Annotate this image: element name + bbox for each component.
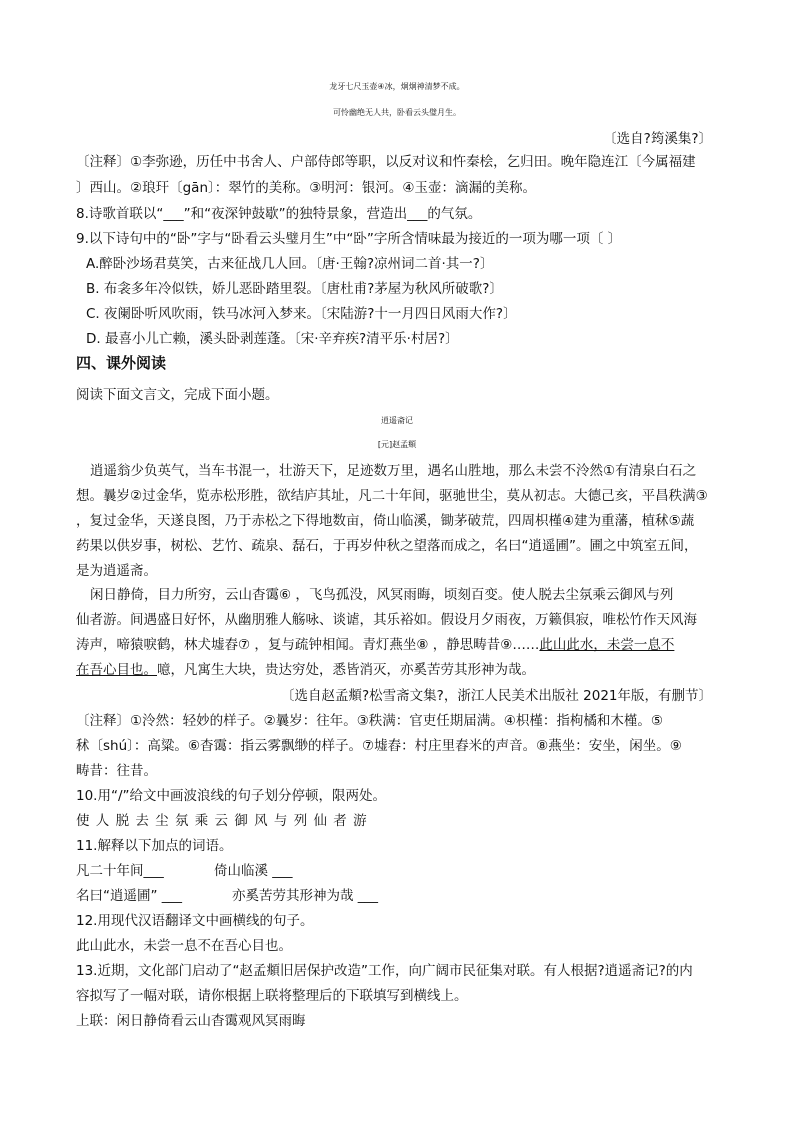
question-9-option-d: D. 最喜小儿亡赖，溪头卧剥莲蓬。〔宋·辛弃疾?清平乐·村居?〕 (86, 331, 459, 347)
passage-notes-line-2: 秫〔shú〕：高粱。⑥杳霭：指云雾飘缈的样子。⑦墟舂：村庄里舂米的声音。⑧燕坐：安坐，闲坐。⑨ (76, 738, 682, 754)
question-9-stem: 9.以下诗句中的“卧”字与“卧看云头璧月生”中“卧”字所含情味最为接近的一项为哪一项〔 〕 (76, 231, 622, 247)
passage-p2-line-4 (76, 661, 535, 679)
passage-p2-line-3 (76, 636, 674, 654)
passage-p2-line-3-text: 涛声，啼猿唳鹤，林犬墟舂⑦ ，复与疏钟相闻。青灯燕坐⑧ ，静思畴昔⑨…… (76, 637, 540, 653)
passage-p1-line-2: 想。曩岁②过金华，览赤松形胜，欲结庐其址，凡二十年间，驱驰世尘，莫从初志。大德己亥，平昌秩满③ (76, 488, 708, 504)
question-11-item-4: 亦奚苦劳其形神为哉 ___ (232, 888, 379, 904)
question-9-option-a: A.醉卧沙场君莫笑，古来征战几人回。〔唐·王翰?凉州词二首·其一?〕 (86, 256, 494, 272)
question-11-item-2: 倚山临溪 ___ (214, 863, 293, 879)
passage-title: 逍遥斋记 (381, 416, 413, 425)
question-12-sentence: 此山此水，未尝一息不在吾心目也。 (76, 938, 292, 954)
poem-notes-line-1: 〔注释〕①李弥逊，历任中书舍人、户部侍郎等职，以反对议和忤秦桧，乞归田。晚年隐连江〔今属福建 (76, 154, 696, 170)
passage-notes-line-3: 畴昔：往昔。 (76, 763, 157, 779)
poem-line-1: 龙牙七尺玉壶④冰，炯炯神清梦不成。 (329, 82, 465, 91)
question-13-line-2: 容拟写了一幅对联，请你根据上联将整理后的下联填写到横线上。 (76, 988, 468, 1004)
passage-p2-line-4-text: 噫，凡寓生大块，贵达穷处，悉皆消灭，亦奚苦劳其形神为哉。 (157, 662, 535, 678)
question-11-item-3: 名曰“逍遥圃” ___ (76, 888, 183, 904)
passage-p1-line-1: 逍遥翁少负英气，当车书混一，壮游天下，足迹数万里，遇名山胜地，那么未尝不泠然①有清泉白石之 (90, 463, 697, 479)
passage-p1-line-4: 药果以供岁事，树松、艺竹、疏泉、磊石，于再岁仲秋之望落而成之，名曰“逍遥圃”。圃之中筑室五间， (76, 538, 698, 554)
question-11-item-1: 凡二十年间___ (76, 863, 164, 879)
question-9-option-b: B. 布衾多年冷似铁，娇儿恶卧踏里裂。〔唐杜甫?茅屋为秋风所破歌?〕 (86, 281, 503, 297)
section-intro: 阅读下面文言文，完成下面小题。 (76, 387, 279, 403)
passage-p1-line-3: ，复过金华，天遂良图，乃于赤松之下得地数亩，倚山临溪，锄茅破荒，四周枳槿④建为重藩，植秫⑤蔬 (76, 513, 695, 529)
poem-line-2: 可怜幽绝无人共，卧看云头璧月生。 (333, 108, 461, 117)
passage-p2-line-1: 闲日静倚，目力所穷，云山杳霭⑥ ，飞鸟孤没，风冥雨晦，顷刻百变。使人脱去尘氛乘云御风与列 (90, 587, 674, 603)
poem-source: 〔选自?筠溪集?〕 (603, 131, 712, 147)
passage-underlined-sentence-part-1: 此山此水，未尝一息不 (539, 637, 675, 653)
section-heading: 四、课外阅读 (76, 354, 167, 372)
question-8: 8.诗歌首联以“___”和“夜深钟鼓歇”的独特景象，营造出___的气氛。 (76, 206, 482, 222)
question-13-line-1: 13.近期，文化部门启动了“赵孟頫旧居保护改造”工作，向广阔市民征集对联。有人根据?逍遥斋记?的内 (76, 963, 693, 979)
question-10-stem: 10.用“/”给文中画波浪线的句子划分停顿，限两处。 (76, 788, 387, 804)
passage-p2-line-2: 仙者游。间遇盛日好怀，从幽朋雅人觞咏、谈谑，其乐裕如。假设月夕雨夜，万籁俱寂，唯松竹作天风海 (76, 612, 697, 628)
passage-underlined-sentence-part-2: 在吾心目也。 (76, 662, 157, 678)
question-12-stem: 12.用现代汉语翻译文中画横线的句子。 (76, 913, 314, 929)
passage-notes-line-1: 〔注释〕①泠然：轻妙的样子。②曩岁：往年。③秩满：官吏任期届满。④枳槿：指枸橘和木槿。⑤ (76, 713, 664, 729)
passage-source: 〔选自赵孟頫?松雪斋文集?，浙江人民美术出版社 2021年版，有删节〕 (281, 688, 712, 704)
question-9-option-c: C. 夜阑卧听风吹雨，铁马冰河入梦来。〔宋陆游?十一月四日风雨大作?〕 (86, 306, 517, 322)
question-10-sentence: 使 人 脱 去 尘 氛 乘 云 御 风 与 列 仙 者 游 (76, 813, 368, 829)
question-13-couplet: 上联：闲日静倚看云山杳霭观风冥雨晦 (76, 1013, 306, 1029)
passage-p1-line-5: 是为逍遥斋。 (76, 563, 157, 579)
question-11-stem: 11.解释以下加点的词语。 (76, 838, 233, 854)
poem-notes-line-2: 〕西山。②琅玕〔gān〕：翠竹的美称。③明河：银河。④玉壶：滴漏的美称。 (76, 180, 536, 196)
passage-author: [元]赵孟頫 (377, 440, 417, 449)
